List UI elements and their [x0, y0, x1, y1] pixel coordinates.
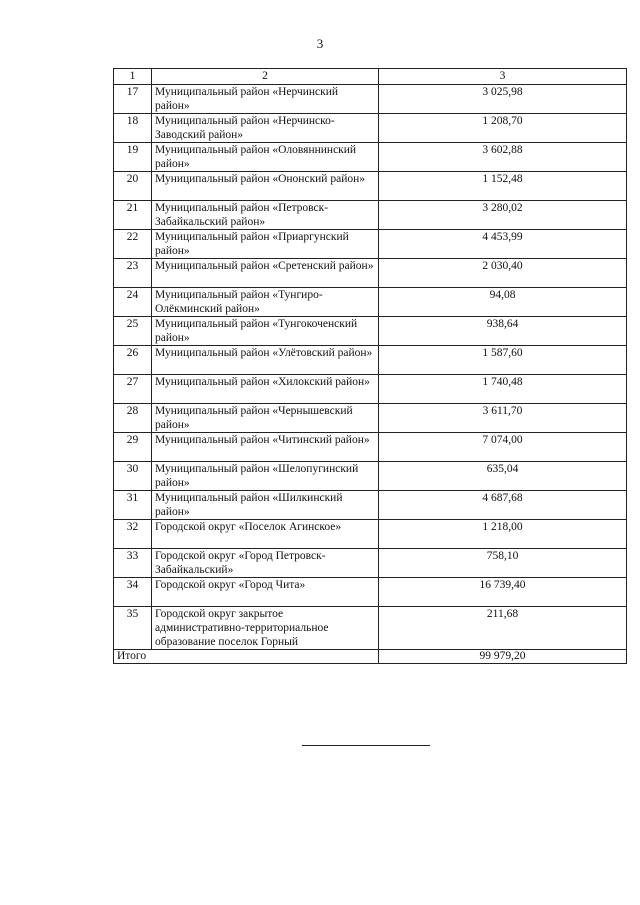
- table-row: [114, 520, 627, 549]
- row-name: Городской округ «Город Чита»: [152, 578, 379, 607]
- table-row: [114, 259, 627, 288]
- row-name: Муниципальный район «Чернышевский район»: [152, 404, 379, 433]
- row-number: 21: [114, 201, 152, 230]
- column-header-value: 3: [379, 69, 627, 85]
- row-name: Муниципальный район «Нерчинско-Заводский район»: [152, 114, 379, 143]
- column-header-number: 1: [114, 69, 152, 85]
- row-value: 7 074,00: [379, 433, 627, 462]
- table-row: [114, 491, 627, 520]
- signature-line: [302, 745, 430, 746]
- row-value: 1 208,70: [379, 114, 627, 143]
- row-number: 17: [114, 85, 152, 114]
- table-row: [114, 143, 627, 172]
- row-number: 35: [114, 607, 152, 650]
- row-name: Муниципальный район «Нерчинский район»: [152, 85, 379, 114]
- table-row: [114, 404, 627, 433]
- row-value: 4 687,68: [379, 491, 627, 520]
- row-value: 938,64: [379, 317, 627, 346]
- row-number: 34: [114, 578, 152, 607]
- table-header-row: [114, 69, 627, 85]
- table-row: [114, 288, 627, 317]
- row-number: 30: [114, 462, 152, 491]
- total-value: 99 979,20: [379, 650, 627, 664]
- page-number: 3: [316, 36, 324, 51]
- row-value: 3 025,98: [379, 85, 627, 114]
- row-value: 758,10: [379, 549, 627, 578]
- row-name: Муниципальный район «Читинский район»: [152, 433, 379, 462]
- table-row: [114, 85, 627, 114]
- row-value: 635,04: [379, 462, 627, 491]
- row-number: 24: [114, 288, 152, 317]
- table-row: [114, 346, 627, 375]
- row-number: 22: [114, 230, 152, 259]
- row-name: Муниципальный район «Хилокский район»: [152, 375, 379, 404]
- column-header-name: 2: [152, 69, 379, 85]
- row-number: 27: [114, 375, 152, 404]
- table-row: [114, 114, 627, 143]
- table-row: [114, 375, 627, 404]
- row-number: 31: [114, 491, 152, 520]
- row-value: 4 453,99: [379, 230, 627, 259]
- row-name: Муниципальный район «Оловяннинский район»: [152, 143, 379, 172]
- table-row: [114, 172, 627, 201]
- row-name: Городской округ закрытое административно-территориальное образование поселок Горный: [152, 607, 379, 650]
- allocation-table: [113, 68, 627, 664]
- row-number: 32: [114, 520, 152, 549]
- row-value: 211,68: [379, 607, 627, 650]
- row-number: 23: [114, 259, 152, 288]
- row-value: 3 280,02: [379, 201, 627, 230]
- row-name: Муниципальный район «Шилкинский район»: [152, 491, 379, 520]
- row-number: 19: [114, 143, 152, 172]
- row-value: 1 218,00: [379, 520, 627, 549]
- table-row: [114, 201, 627, 230]
- table-row: [114, 462, 627, 491]
- table-row: [114, 230, 627, 259]
- table-row: [114, 433, 627, 462]
- row-name: Муниципальный район «Ононский район»: [152, 172, 379, 201]
- row-number: 26: [114, 346, 152, 375]
- row-number: 18: [114, 114, 152, 143]
- row-number: 20: [114, 172, 152, 201]
- table-row: [114, 578, 627, 607]
- row-name: Городской округ «Город Петровск-Забайкальский»: [152, 549, 379, 578]
- row-value: 1 152,48: [379, 172, 627, 201]
- total-row: [114, 650, 627, 664]
- row-name: Городской округ «Поселок Агинское»: [152, 520, 379, 549]
- row-number: 33: [114, 549, 152, 578]
- table-row: [114, 607, 627, 650]
- row-number: 25: [114, 317, 152, 346]
- row-number: 28: [114, 404, 152, 433]
- row-value: 1 587,60: [379, 346, 627, 375]
- row-name: Муниципальный район «Сретенский район»: [152, 259, 379, 288]
- table-row: [114, 317, 627, 346]
- row-value: 3 602,88: [379, 143, 627, 172]
- total-label: Итого: [114, 650, 379, 664]
- row-name: Муниципальный район «Шелопугинский район»: [152, 462, 379, 491]
- row-value: 3 611,70: [379, 404, 627, 433]
- table-row: [114, 549, 627, 578]
- row-value: 16 739,40: [379, 578, 627, 607]
- row-value: 1 740,48: [379, 375, 627, 404]
- row-name: Муниципальный район «Тунгиро-Олёкминский район»: [152, 288, 379, 317]
- row-value: 94,08: [379, 288, 627, 317]
- row-name: Муниципальный район «Приаргунский район»: [152, 230, 379, 259]
- row-name: Муниципальный район «Улётовский район»: [152, 346, 379, 375]
- row-number: 29: [114, 433, 152, 462]
- row-name: Муниципальный район «Тунгокоченский район»: [152, 317, 379, 346]
- row-name: Муниципальный район «Петровск-Забайкальский район»: [152, 201, 379, 230]
- row-value: 2 030,40: [379, 259, 627, 288]
